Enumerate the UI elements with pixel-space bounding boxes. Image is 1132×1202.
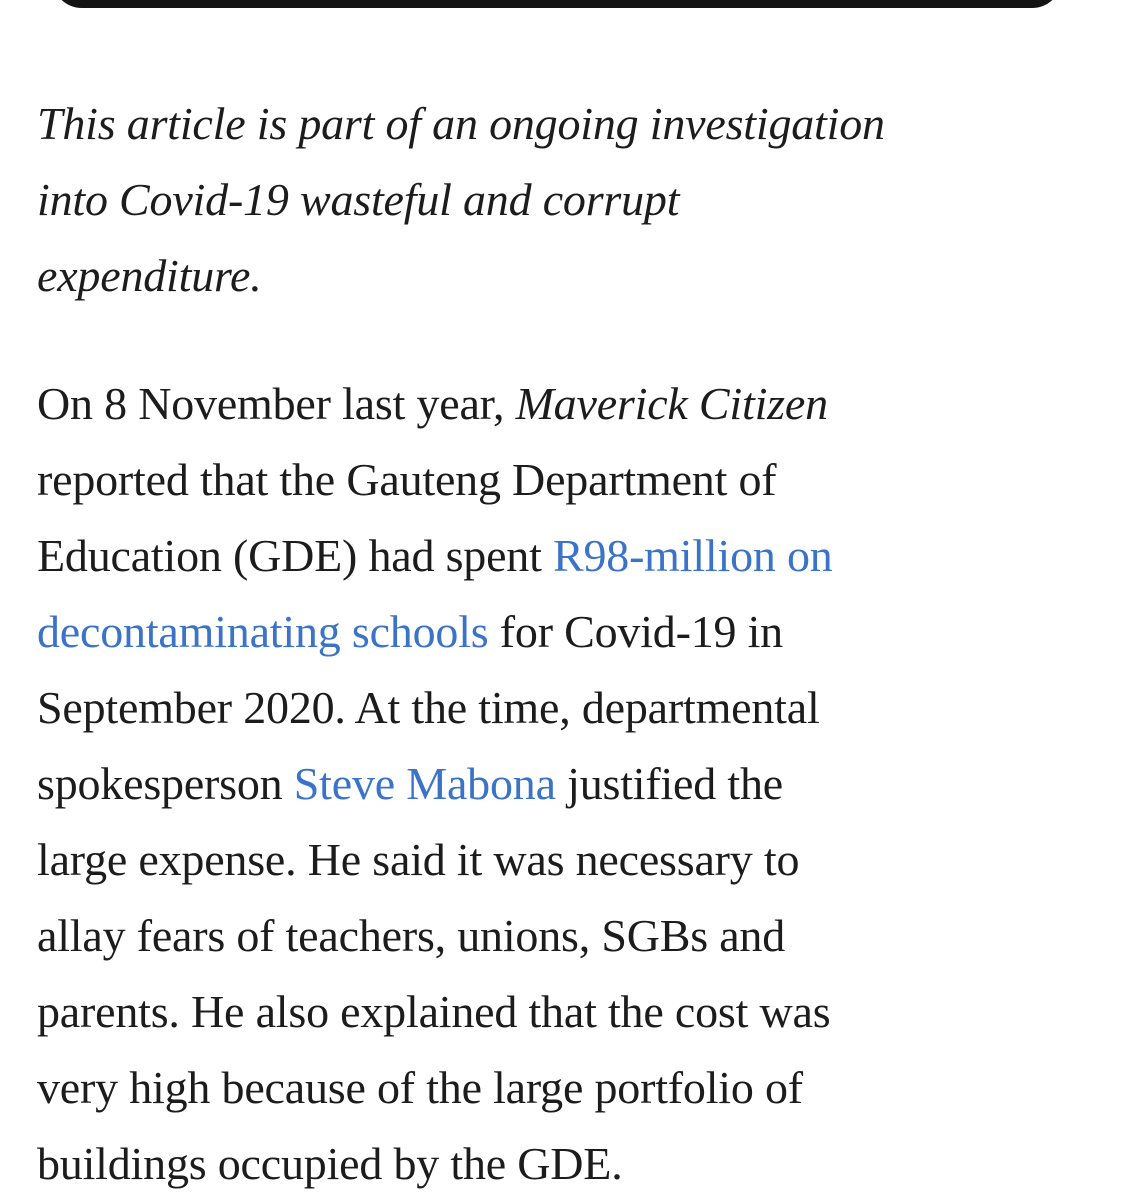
paragraph-line: very high because of the large portfolio of bbox=[37, 1062, 803, 1113]
text-segment: On 8 November last year, bbox=[37, 378, 516, 429]
paragraph-line: September 2020. At the time, departmental bbox=[37, 682, 820, 733]
paragraph-line bbox=[37, 366, 1107, 442]
paragraph-line: large expense. He said it was necessary to bbox=[37, 834, 800, 885]
text-segment: spokesperson bbox=[37, 758, 294, 809]
text-segment: for Covid-19 in bbox=[488, 606, 783, 657]
text-segment: Education (GDE) had spent bbox=[37, 530, 553, 581]
article-paragraph bbox=[37, 366, 1107, 1202]
text-segment: justified the bbox=[555, 758, 783, 809]
paragraph-line: parents. He also explained that the cost was bbox=[37, 986, 831, 1037]
note-line: into Covid-19 wasteful and corrupt bbox=[37, 174, 680, 225]
paragraph-line bbox=[37, 594, 1107, 670]
paragraph-line: buildings occupied by the GDE. bbox=[37, 1138, 623, 1189]
investigation-note bbox=[37, 86, 1107, 314]
decontamination-article-link[interactable]: R98-million on bbox=[552, 530, 833, 581]
paragraph-line bbox=[37, 746, 1107, 822]
steve-mabona-link[interactable]: Steve Mabona bbox=[293, 758, 556, 809]
paragraph-line: allay fears of teachers, unions, SGBs and bbox=[37, 910, 786, 961]
paragraph-line: reported that the Gauteng Department of bbox=[37, 454, 777, 505]
note-line: This article is part of an ongoing investigation bbox=[37, 98, 885, 149]
paragraph-line bbox=[37, 518, 1107, 594]
publication-name: Maverick Citizen bbox=[515, 378, 828, 429]
decontamination-article-link-continued[interactable]: decontaminating schools bbox=[37, 606, 489, 657]
top-bar bbox=[52, 0, 1062, 8]
note-line: expenditure. bbox=[37, 250, 262, 301]
